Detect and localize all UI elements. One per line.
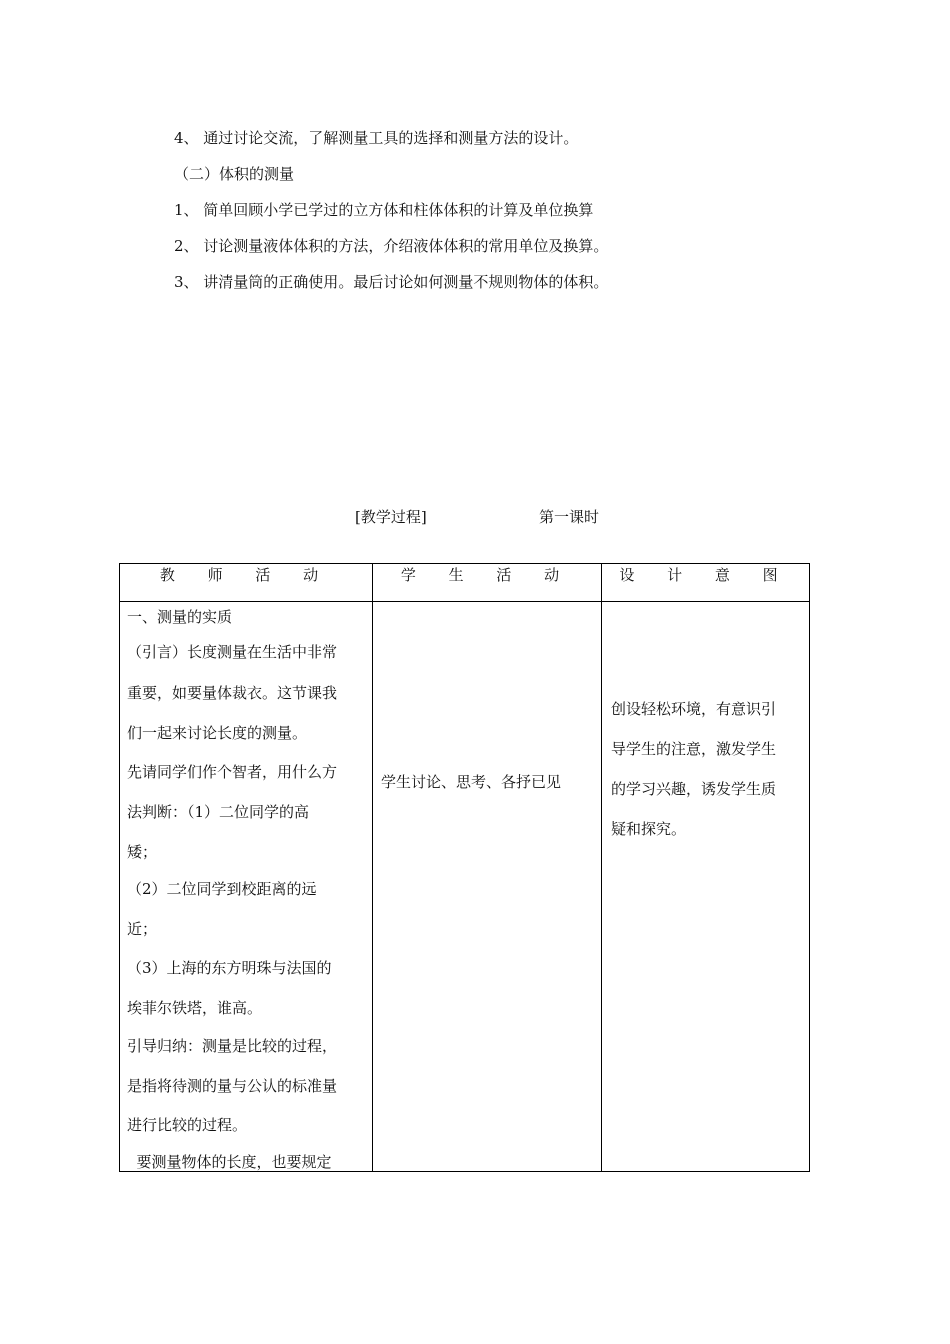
section-period: 第一课时 — [539, 508, 600, 526]
intro-line-2: （二）体积的测量 — [174, 165, 295, 183]
teacher-line: （3）上海的东方明珠与法国的 — [127, 959, 332, 977]
intent-line: 疑和探究。 — [611, 820, 687, 838]
intro-line-3: 1、 简单回顾小学已学过的立方体和柱体体积的计算及单位换算 — [174, 201, 594, 219]
header-teacher-activity: 教 师 活 动 — [120, 564, 373, 602]
intent-line: 导学生的注意，激发学生 — [611, 740, 777, 758]
header-design-intent: 设 计 意 图 — [602, 564, 810, 602]
intro-line-5: 3、 讲清量筒的正确使用。最后讨论如何测量不规则物体的体积。 — [174, 273, 609, 291]
teacher-line: （引言）长度测量在生活中非常 — [127, 643, 338, 661]
intent-line: 创设轻松环境，有意识引 — [611, 700, 777, 718]
teacher-line: 要测量物体的长度，也要规定 — [127, 1153, 332, 1171]
teacher-line: 近； — [127, 920, 158, 938]
table-header-row — [120, 564, 810, 602]
teacher-line: 埃菲尔铁塔，谁高。 — [127, 999, 263, 1017]
table-row — [120, 602, 810, 1172]
header-student-activity: 学 生 活 动 — [373, 564, 602, 602]
intro-line-4: 2、 讨论测量液体体积的方法，介绍液体体积的常用单位及换算。 — [174, 237, 609, 255]
student-activity-cell — [373, 602, 602, 1172]
design-intent-cell — [602, 602, 810, 1172]
teacher-activity-cell — [120, 602, 373, 1172]
teacher-line: 重要，如要量体裁衣。这节课我 — [127, 684, 338, 702]
intent-line: 的学习兴趣，诱发学生质 — [611, 780, 777, 798]
teacher-line: 先请同学们作个智者，用什么方 — [127, 763, 338, 781]
teacher-line: 进行比较的过程。 — [127, 1116, 248, 1134]
teacher-line: （2）二位同学到校距离的远 — [127, 880, 317, 898]
section-title: [教学过程] — [355, 508, 427, 526]
teacher-line: 们一起来讨论长度的测量。 — [127, 724, 308, 742]
teacher-line: 是指将待测的量与公认的标准量 — [127, 1077, 338, 1095]
teacher-line: 引导归纳：测量是比较的过程， — [127, 1037, 338, 1055]
intro-line-1: 4、 通过讨论交流，了解测量工具的选择和测量方法的设计。 — [174, 129, 579, 147]
student-activity-text: 学生讨论、思考、各抒已见 — [381, 773, 562, 791]
teacher-line: 矮； — [127, 843, 158, 861]
teacher-line: 一、测量的实质 — [127, 608, 233, 626]
teacher-line: 法判断：（1）二位同学的高 — [127, 803, 310, 821]
lesson-table — [119, 563, 810, 1172]
